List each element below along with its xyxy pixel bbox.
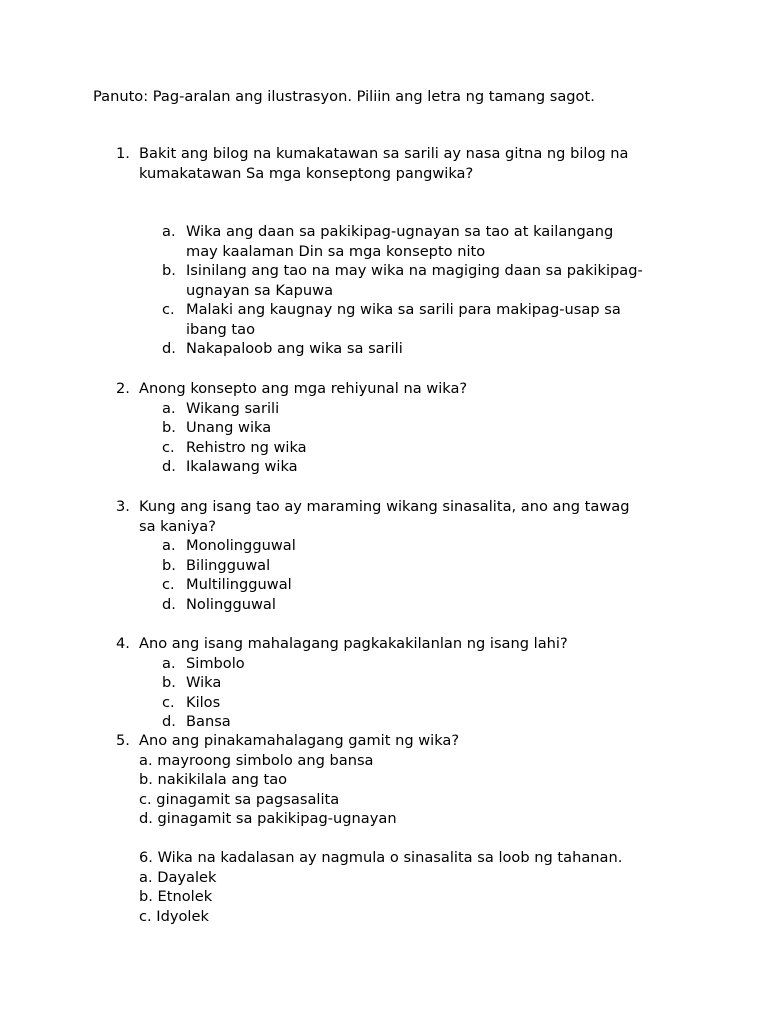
question-1: [116, 144, 676, 359]
question-number: 1.: [116, 145, 130, 162]
option-letter: a.: [162, 654, 176, 672]
question-text: Kung ang isang tao ay maraming wikang sinasalita, ano ang tawag: [139, 498, 630, 515]
option-b: b. nakikilala ang tao: [139, 771, 288, 788]
option-a: a. mayroong simbolo ang bansa: [139, 751, 374, 769]
question-text: sa kaniya?: [139, 517, 216, 535]
option-letter: d.: [162, 595, 176, 613]
option-b: Isinilang ang tao na may wika na magiging daan sa pakikipag-: [186, 262, 643, 279]
option-a: Simbolo: [186, 654, 245, 672]
option-letter: b.: [162, 262, 176, 279]
option-a: Monolingguwal: [186, 537, 296, 554]
question-text: 6. Wika na kadalasan ay nagmula o sinasalita sa loob ng tahanan.: [139, 849, 623, 866]
option-letter: b.: [162, 674, 176, 691]
option-b: Unang wika: [186, 419, 272, 436]
option-d: Ikalawang wika: [186, 458, 298, 475]
question-number: 5.: [116, 732, 130, 749]
question-text: Ano ang pinakamahalagang gamit ng wika?: [139, 732, 460, 749]
option-b-cont: ugnayan sa Kapuwa: [186, 281, 334, 299]
option-letter: d.: [162, 458, 176, 475]
option-letter: c.: [162, 576, 175, 593]
instructions: Panuto: Pag-aralan ang ilustrasyon. Piliin ang letra ng tamang sagot.: [93, 88, 595, 105]
question-number: 4.: [116, 635, 130, 652]
option-letter: a.: [162, 537, 176, 554]
option-letter: c.: [162, 438, 175, 456]
option-letter: d.: [162, 340, 176, 357]
option-c: c. Idyolek: [139, 907, 209, 925]
option-letter: c.: [162, 301, 175, 318]
option-letter: b.: [162, 556, 176, 574]
question-2: [116, 379, 676, 477]
option-a: Wikang sarili: [186, 399, 280, 417]
option-c: Multilingguwal: [186, 576, 292, 593]
option-letter: d.: [162, 713, 176, 730]
question-text: Bakit ang bilog na kumakatawan sa sarili ay nasa gitna ng bilog na: [139, 145, 629, 162]
option-d: d. ginagamit sa pakikipag-ugnayan: [139, 810, 397, 827]
question-number: 3.: [116, 498, 130, 515]
option-a: a. Dayalek: [139, 868, 217, 886]
option-b: Wika: [186, 674, 222, 691]
option-d: Nakapaloob ang wika sa sarili: [186, 340, 403, 357]
question-3: [116, 497, 676, 614]
option-letter: a.: [162, 399, 176, 417]
option-c-cont: ibang tao: [186, 320, 256, 338]
option-c: Malaki ang kaugnay ng wika sa sarili para makipag-usap sa: [186, 301, 621, 318]
option-b: b. Etnolek: [139, 888, 213, 905]
option-b: Bilingguwal: [186, 556, 271, 574]
option-c: c. ginagamit sa pagsasalita: [139, 790, 340, 808]
option-a: Wika ang daan sa pakikipag-ugnayan sa tao at kailangang: [186, 223, 614, 240]
question-4: [116, 634, 676, 732]
question-text: Anong konsepto ang mga rehiyunal na wika?: [139, 380, 468, 397]
question-number: 2.: [116, 380, 130, 397]
option-a-cont: may kaalaman Din sa mga konsepto nito: [186, 242, 486, 260]
option-d: Nolingguwal: [186, 595, 276, 613]
question-5: [116, 731, 676, 829]
option-d: Bansa: [186, 713, 231, 730]
option-letter: c.: [162, 693, 175, 711]
option-c: Kilos: [186, 693, 221, 711]
option-letter: b.: [162, 419, 176, 436]
option-c: Rehistro ng wika: [186, 438, 307, 456]
question-6: [116, 848, 676, 926]
question-text: Ano ang isang mahalagang pagkakakilanlan ng isang lahi?: [139, 635, 568, 652]
question-text: kumakatawan Sa mga konseptong pangwika?: [139, 164, 474, 182]
option-letter: a.: [162, 223, 176, 240]
